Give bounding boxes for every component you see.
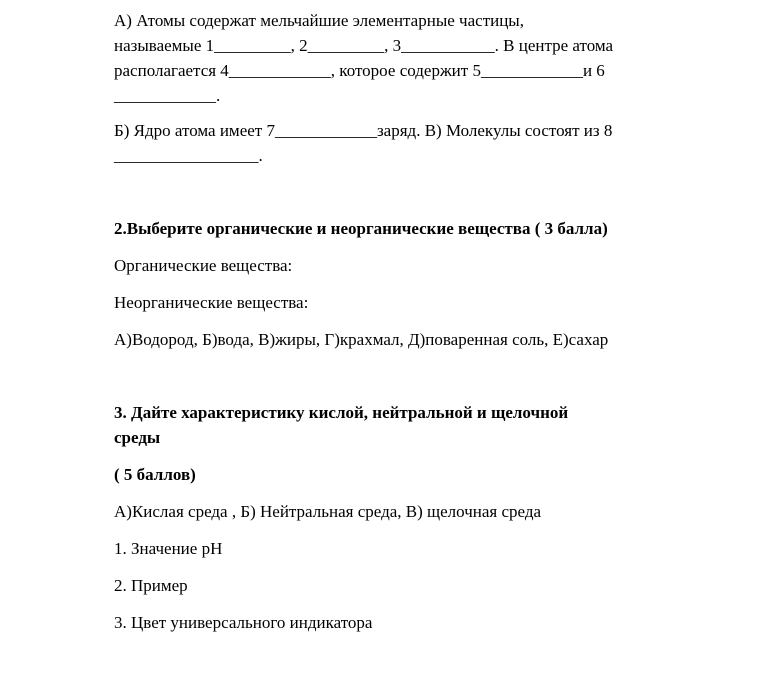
text-line: _________________. [114, 146, 263, 165]
question-3-points: ( 5 баллов) [114, 465, 196, 484]
spacer [114, 108, 684, 118]
spacer [114, 168, 684, 216]
question-2-options: А)Водород, Б)вода, В)жиры, Г)крахмал, Д)поваренная соль, Е)сахар [114, 330, 609, 349]
question-2-title: 2.Выберите органические и неорганические вещества ( 3 балла) [114, 219, 608, 238]
organic-label: Органические вещества: [114, 256, 293, 275]
question-3-item-2: 2. Пример [114, 576, 188, 595]
text-line: среды [114, 428, 161, 447]
inorganic-label: Неорганические вещества: [114, 293, 309, 312]
spacer [114, 278, 684, 290]
spacer [114, 352, 684, 400]
text-line: А) Атомы содержат мельчайшие элементарные частицы, [114, 11, 524, 30]
text-line: 3. Дайте характеристику кислой, нейтральной и щелочной [114, 403, 569, 422]
question-1-part-a [114, 8, 684, 108]
question-3-item-3: 3. Цвет универсального индикатора [114, 613, 373, 632]
spacer [114, 524, 684, 536]
text-line: располагается 4____________, которое содержит 5____________и 6 [114, 61, 605, 80]
document-page [114, 8, 684, 635]
text-line: Б) Ядро атома имеет 7____________заряд. В) Молекулы состоят из 8 [114, 121, 613, 140]
question-1-part-b [114, 118, 684, 168]
spacer [114, 315, 684, 327]
spacer [114, 487, 684, 499]
question-3-media: А)Кислая среда , Б) Нейтральная среда, В) щелочная среда [114, 502, 542, 521]
question-3-item-1: 1. Значение рН [114, 539, 223, 558]
text-line: называемые 1_________, 2_________, 3___________. В центре атома [114, 36, 614, 55]
spacer [114, 561, 684, 573]
spacer [114, 598, 684, 610]
question-3-title [114, 400, 684, 450]
text-line: ____________. [114, 86, 221, 105]
spacer [114, 450, 684, 462]
spacer [114, 241, 684, 253]
